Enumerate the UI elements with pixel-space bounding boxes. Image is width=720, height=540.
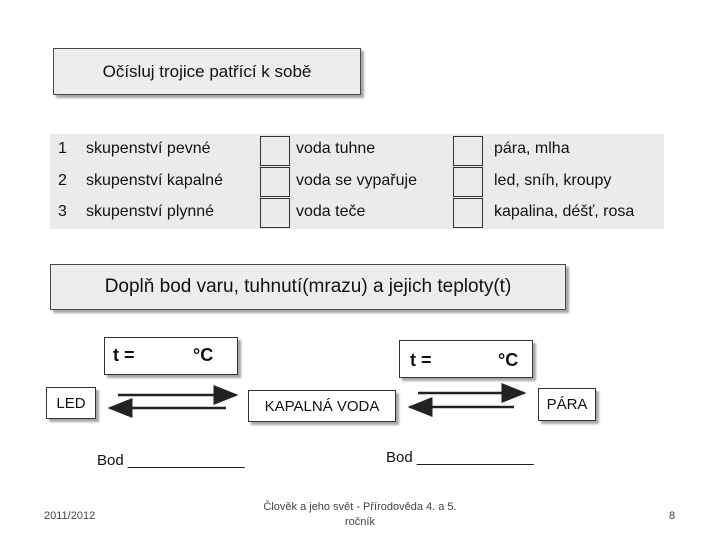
title-task-2-text: Doplň bod varu, tuhnutí(mrazu) a jejich teploty(t) (104, 276, 512, 297)
example-cell: led, sníh, kroupy (494, 172, 612, 189)
process-cell: voda tuhne (296, 140, 376, 157)
footer-course: Člověk a jeho svět - Přírodověda 4. a 5. ročník (263, 501, 457, 528)
footer-page-number: 8 (669, 510, 676, 522)
row-number: 2 (58, 172, 67, 189)
state-cell: skupenství kapalné (86, 172, 223, 189)
label-para-text: PÁRA (546, 396, 588, 413)
state-cell: skupenství pevné (86, 140, 211, 157)
state-cell: skupenství plynné (86, 203, 215, 220)
row-number: 1 (58, 140, 67, 157)
row-number: 3 (58, 203, 67, 220)
process-cell: voda teče (296, 203, 366, 220)
process-cell: voda se vypařuje (296, 172, 417, 189)
title-task-1-text: Očísluj trojice patřící k sobě (102, 61, 312, 81)
temp-label: t = (410, 350, 432, 370)
temp-unit: °C (193, 345, 214, 365)
example-cell: kapalina, déšť, rosa (494, 203, 635, 220)
bod-left[interactable]: Bod ______________ (97, 452, 245, 469)
label-led-text: LED (56, 394, 86, 412)
temp-label: t = (113, 345, 135, 365)
temp-unit: °C (498, 350, 519, 370)
example-cell: pára, mlha (494, 140, 570, 157)
footer-year: 2011/2012 (44, 510, 96, 522)
label-kapalna-text: KAPALNÁ VODA (264, 397, 380, 415)
bod-right[interactable]: Bod ______________ (386, 449, 534, 466)
